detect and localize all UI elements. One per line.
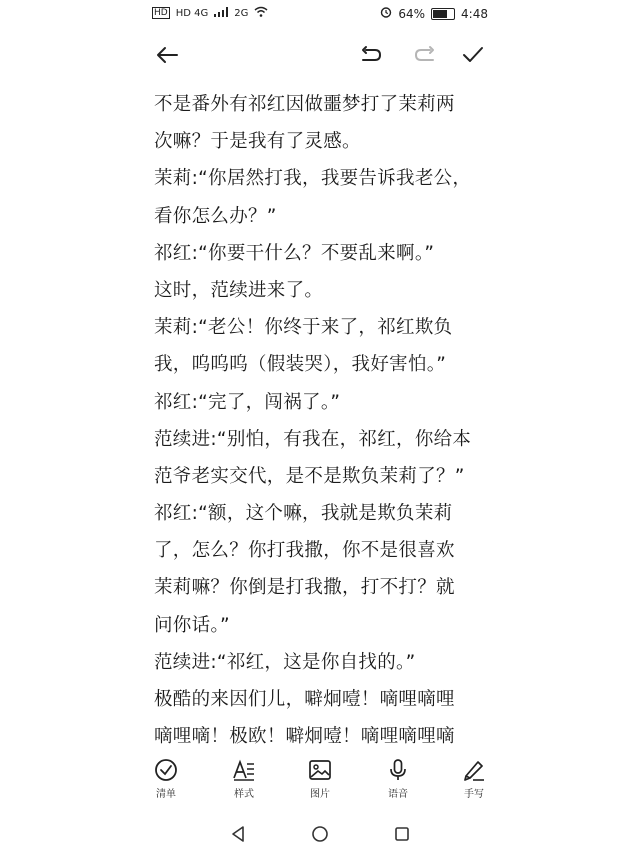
- wifi-icon: [254, 6, 268, 20]
- voice-button[interactable]: [368, 758, 428, 800]
- image-button[interactable]: [290, 758, 350, 800]
- note-line: 次嘛？于是我有了灵感。: [154, 131, 361, 153]
- back-arrow-icon[interactable]: [150, 38, 184, 72]
- voice-label: 语音: [388, 789, 408, 800]
- signal-2-label: 2G: [234, 7, 249, 19]
- redo-icon[interactable]: [408, 38, 442, 72]
- handwriting-button[interactable]: [444, 758, 504, 800]
- note-line: 看你怎么办？”: [154, 205, 277, 227]
- note-line: 祁红:“完了，闯祸了。”: [154, 391, 341, 413]
- status-bar: [0, 0, 640, 28]
- hd-icon: HD: [154, 8, 168, 18]
- note-line: 了，怎么？你打我撒，你不是很喜欢: [154, 540, 455, 562]
- nav-recent-icon[interactable]: [390, 822, 414, 846]
- checklist-button[interactable]: [136, 758, 196, 800]
- alarm-icon: [380, 6, 392, 21]
- handwriting-label: 手写: [464, 789, 484, 800]
- text-style-icon: [232, 758, 256, 782]
- nav-back-icon[interactable]: [226, 822, 250, 846]
- note-line: 范爷老实交代，是不是欺负茉莉了？”: [154, 465, 465, 487]
- note-line: 祁红:“你要干什么？不要乱来啊。”: [154, 242, 435, 264]
- note-line: 极酷的来因们儿，噼炯噎！嘀哩嘀哩: [154, 689, 455, 710]
- note-body[interactable]: [154, 86, 494, 755]
- microphone-icon: [386, 758, 410, 782]
- image-icon: [308, 758, 332, 782]
- note-line: 祁红:“额，这个嘛，我就是欺负茉莉: [154, 503, 453, 525]
- note-line: 问你话。”: [154, 614, 230, 636]
- note-line: 范续进:“别怕，有我在，祁红，你给本: [154, 428, 472, 450]
- handwriting-pen-icon: [462, 758, 486, 782]
- image-label: 图片: [310, 789, 330, 800]
- clock-time: 4:48: [461, 6, 488, 21]
- note-line: 不是番外有祁红因做噩梦打了茉莉两: [154, 94, 455, 115]
- battery-icon: [431, 8, 455, 20]
- checklist-label: 清单: [156, 789, 176, 800]
- checkmark-icon[interactable]: [456, 38, 490, 72]
- status-right: [380, 6, 488, 21]
- checklist-icon: [154, 758, 178, 782]
- note-line: 我，呜呜呜（假装哭），我好害怕。”: [154, 354, 447, 376]
- status-left: [152, 6, 268, 20]
- note-line: 这时，范续进来了。: [154, 279, 324, 301]
- text-style-label: 样式: [234, 789, 254, 800]
- note-line: 茉莉嘛？你倒是打我撒，打不打？就: [154, 577, 455, 599]
- note-line: 范续进:“祁红，这是你自找的。”: [154, 651, 416, 673]
- signal-icon: [214, 6, 228, 20]
- text-style-button[interactable]: [214, 758, 274, 800]
- note-line: 嘀哩嘀！极欧！噼炯噎！嘀哩嘀哩嘀: [154, 726, 455, 748]
- battery-text: 64%: [398, 6, 426, 21]
- battery-fill: [433, 10, 447, 18]
- network-label: HD 4G: [175, 7, 209, 19]
- editor-toolbar: [0, 38, 640, 74]
- undo-icon[interactable]: [354, 38, 388, 72]
- bottom-toolbar: [150, 758, 490, 808]
- system-nav-bar: [0, 822, 640, 846]
- note-line: 茉莉:“老公！你终于来了，祁红欺负: [154, 317, 453, 339]
- note-line: 茉莉:“你居然打我，我要告诉我老公，: [154, 168, 472, 190]
- nav-home-icon[interactable]: [308, 822, 332, 846]
